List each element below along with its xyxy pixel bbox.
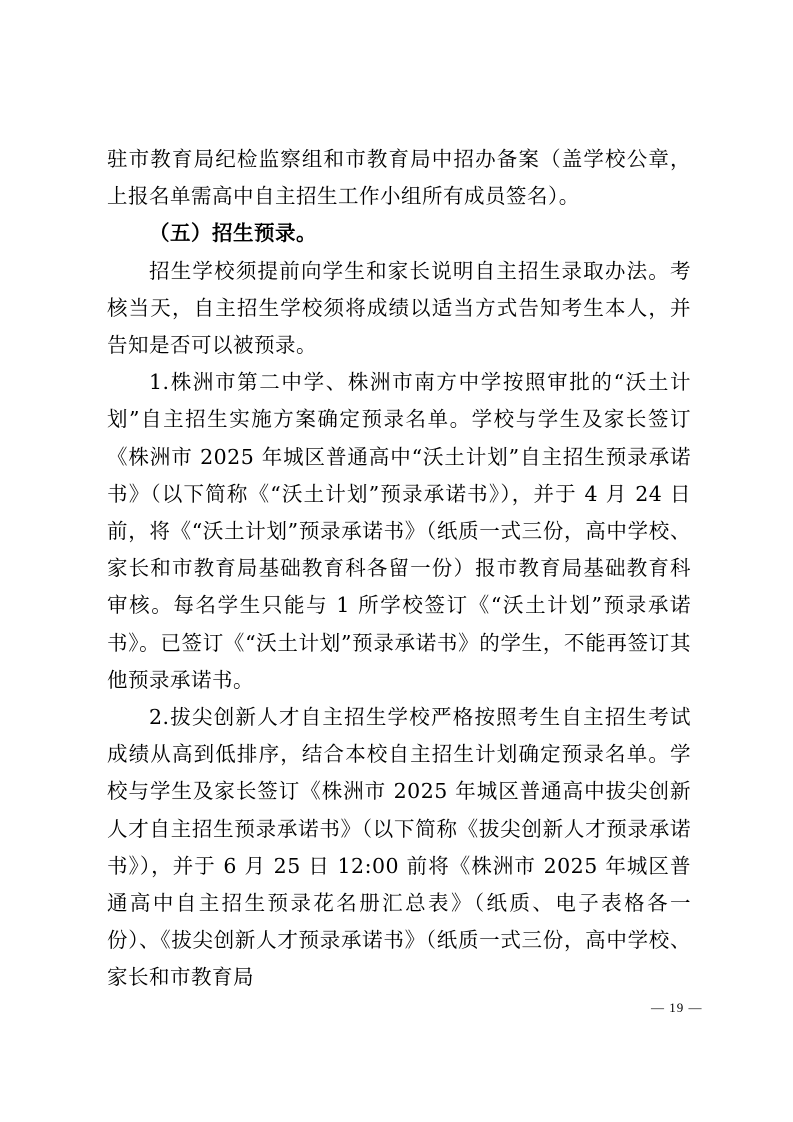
paragraph-admission-method: 招生学校须提前向学生和家长说明自主招生录取办法。考核当天，自主招生学校须将成绩以适当方式告知考生本人，并告知是否可以被预录。 <box>107 258 691 358</box>
document-body <box>107 141 691 997</box>
paragraph-top-talent-plan: 2.拔尖创新人才自主招生学校严格按照考生自主招生考试成绩从高到低排序，结合本校自主招生计划确定预录名单。学校与学生及家长签订《株洲市 2025 年城区普通高中拔尖创新人才自主招生预录承诺书》（以下简称《拔尖创新人才预录承诺书》），并于 6 月 25 日 12:00 前将《株洲市 2025 年城区普通高中自主招生预录花名册汇总表》（纸质、电子表格各一份）、《拔尖创新人才预录承诺书》（纸质一式三份，高中学校、家长和市教育局 <box>107 705 691 990</box>
section-heading-admission-pre-enrollment: （五）招生预录。 <box>149 221 317 246</box>
page-number: — 19 — <box>651 1000 703 1015</box>
paragraph-filing-note: 驻市教育局纪检监察组和市教育局中招办备案（盖学校公章，上报名单需高中自主招生工作小组所有成员签名）。 <box>107 147 691 209</box>
paragraph-wotu-plan: 1.株洲市第二中学、株洲市南方中学按照审批的“沃土计划”自主招生实施方案确定预录名单。学校与学生及家长签订《株洲市 2025 年城区普通高中“沃土计划”自主招生预录承诺书》（以下简称《“沃土计划”预录承诺书》），并于 4 月 24 日前，将《“沃土计划”预录承诺书》（纸质一式三份，高中学校、家长和市教育局基础教育科各留一份）报市教育局基础教育科审核。每名学生只能与 1 所学校签订《“沃土计划”预录承诺书》。已签订《“沃土计划”预录承诺书》的学生，不能再签订其他预录承诺书。 <box>107 370 691 692</box>
